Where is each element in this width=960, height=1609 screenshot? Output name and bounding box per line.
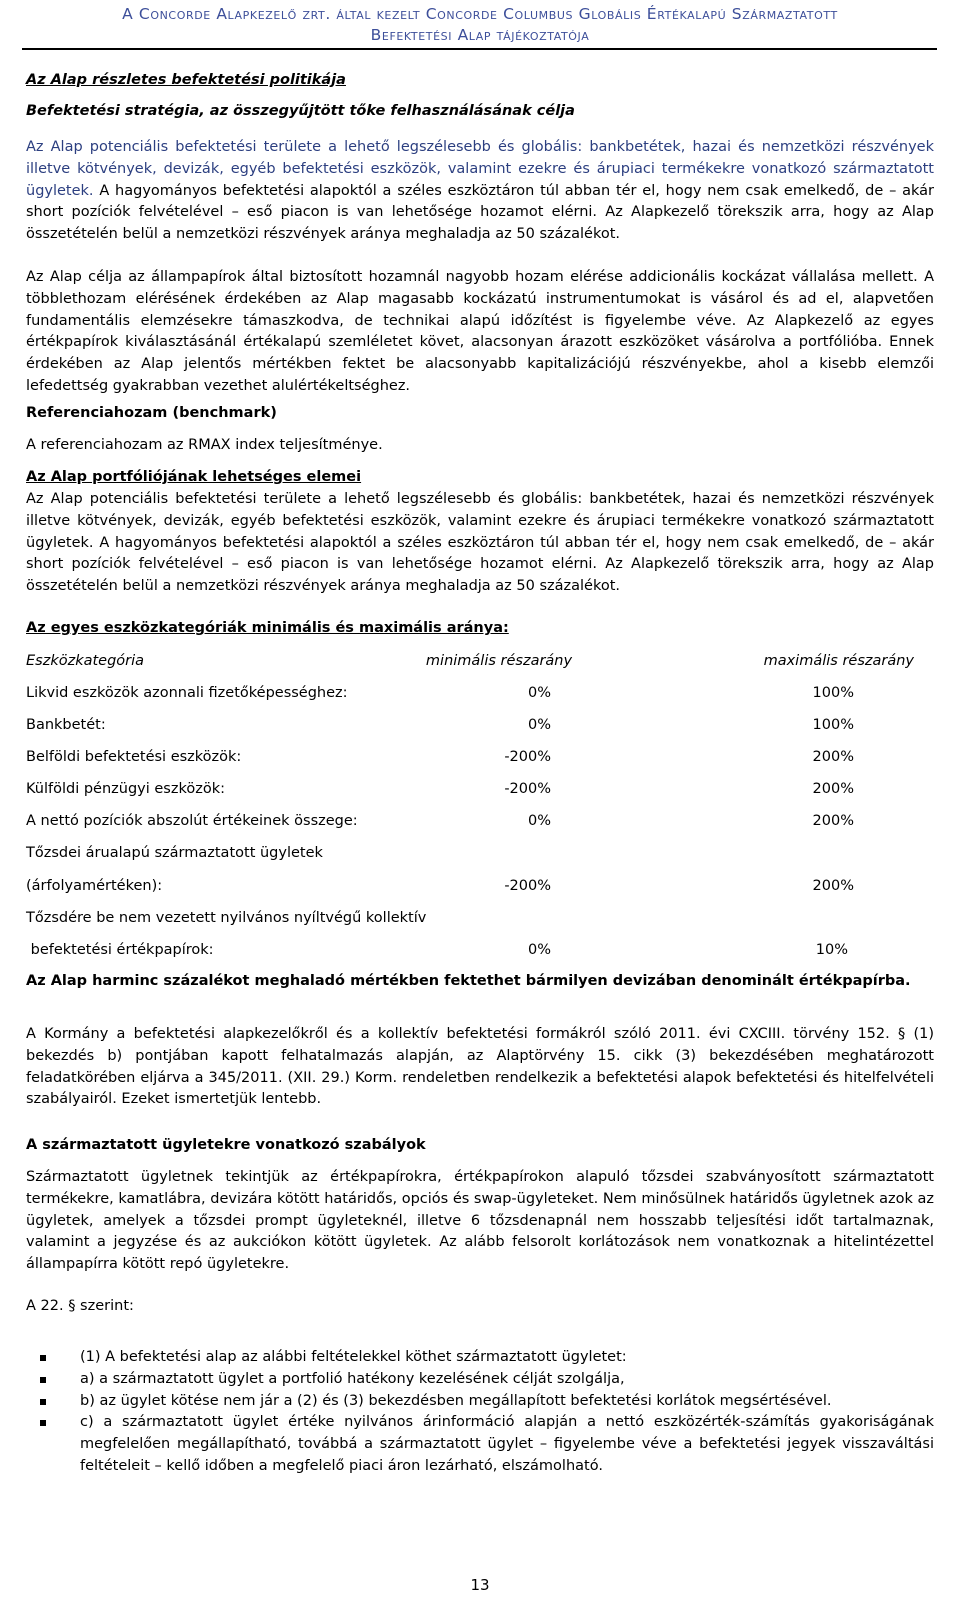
bullet-square-icon [40,1399,46,1405]
table-row-max: 10% [815,942,848,958]
table-row-label-continued: (árfolyamértéken): [26,878,163,894]
derivatives-text: Származtatott ügyletnek tekintjük az értékpapírokra, értékpapírokon alapuló tőzsdei szabványosított származtatott termékekre, kamatlábra, devizára kötött határidős, opciós és swap-ügyleteket. Nem minősülnek határidős ügyletnek azok az ügyletek, amelyek a tőzsdei prompt ügyleteknél, illetve 6 tőzsdenapnál nem hosszabb teljesítési időt tartalmaznak, valamint a jegyzése és az aukciókon kötött ügyletek. Az alább felsorolt korlátozások nem vonatkoznak a hitelintézettel állampapírra kötött repó ügyletekre. [26,1169,934,1273]
table-row-min: -200% [504,781,551,797]
government-decree-text: A Kormány a befektetési alapkezelőkről és a kollektív befektetési formákról szóló 2011. évi CXCIII. törvény 152. § (1) bekezdés b) pontjában kapott felhatalmazás alapján, az Alaptörvény 15. cikk (3) bekezdésében meghatározott feladatkörében eljárva a 345/2011. (XII. 29.) Korm. rendeletben rendelkezik a befektetési alapok befektetési és hitelfelvételi szabályairól. Ezeket ismertetjük lentebb. [26,1026,934,1108]
table-row-label: Bankbetét: [26,717,106,733]
table-row [26,939,934,961]
strategy-heading: Befektetési stratégia, az összegyűjtött tőke felhasználásának célja [26,103,575,119]
bullet-square-icon [40,1377,46,1383]
strategy-paragraph-1 [26,137,934,246]
table-row [26,746,934,768]
table-row [26,714,934,736]
portfolio-heading: Az Alap portfóliójának lehetséges elemei [26,469,362,485]
list-item-text: b) az ügylet kötése nem jár a (2) és (3) bekezdésben megállapított befektetési korlátok megsértésével. [80,1392,832,1409]
table-header-min: minimális részarány [425,653,573,669]
table-row-min: -200% [504,878,551,894]
table-row-label: Likvid eszközök azonnali fizetőképességhez: [26,685,348,701]
page-header [0,4,960,46]
table-row-label: Tőzsdére be nem vezetett nyilvános nyíltvégű kollektív [26,910,427,926]
table-row-label: Külföldi pénzügyi eszközök: [26,781,225,797]
list-item [26,1347,934,1369]
list-item-text: (1) A befektetési alap az alábbi feltételekkel köthet származtatott ügyletet: [80,1349,627,1365]
table-row-min: 0% [527,717,551,733]
header-line-2: Befektetési Alap tájékoztatója [370,26,590,44]
table-row [26,810,934,832]
table-row-min: -200% [504,749,551,765]
benchmark-heading: Referenciahozam (benchmark) [26,405,277,421]
table-header-category: Eszközkategória [26,653,145,669]
table-row-label: A nettó pozíciók abszolút értékeinek összege: [26,813,358,829]
table-row-label-line [26,842,934,864]
currency-note: Az Alap harminc százalékot meghaladó mértékben fektethet bármilyen devizában denominált értékpapírba. [26,973,911,989]
table-row [26,875,934,897]
section-reference: A 22. § szerint: [26,1298,134,1314]
bullet-square-icon [40,1420,46,1426]
table-row-min: 0% [527,813,551,829]
table-row-min: 0% [527,942,551,958]
table-row-min: 0% [527,685,551,701]
table-row-label-line [26,907,934,929]
table-row-label: Belföldi befektetési eszközök: [26,749,242,765]
strategy-paragraph-2: Az Alap célja az állampapírok által biztosított hozamnál nagyobb hozam elérése addicionális kockázat vállalása mellett. A többlethozam elérésének érdekében az Alap magasabb kockázatú instrumentumokat is vásárol és ad el, alapvetően fundamentális elemzésekre támaszkodva, de technikai alapú időzítést is figyelembe véve. Az Alapkezelő az egyes értékpapírok kiválasztásánál értékalapú szemléletet követ, alacsonyan árazott eszközöket vásárolva a portfólióba. Ennek érdekében az Alap jelentős mértékben fektet be alacsonyabb kapitalizációjú részvényekbe, ahol a kisebb elemzői lefedettség gyakrabban vezethet alulértékeltséghez. [26,269,934,394]
table-row [26,778,934,800]
list-item [26,1369,934,1391]
table-row-max: 200% [812,781,854,797]
table-row-max: 200% [812,749,854,765]
strategy-paragraph-1-rest: A hagyományos befektetési alapoktól a széles eszköztáron túl abban tér el, hogy nem csak emelkedő, de – akár short pozíciók felvételével – eső piacon is van lehetősége hozamot elérni. Az Alapkezelő törekszik arra, hogy az Alap összetételén belül a nemzetközi részvények aránya meghaladja az 50 százalékot. [26,182,934,243]
table-row [26,682,934,704]
list-item-text: c) a származtatott ügylet értéke nyilvános árinformáció alapján a nettó eszközérték-számítás gyakoriságának megfelelően megállapítható, továbbá a származtatott ügylet – figyelembe véve a befektetési jegyek visszaváltási feltételeit – kellő időben a megfelelő piaci áron lezárható, elszámolható. [80,1414,934,1474]
policy-heading: Az Alap részletes befektetési politikája [26,72,346,88]
table-row-max: 200% [812,878,854,894]
header-line-1: A Concorde Alapkezelő zrt. által kezelt Concorde Columbus Globális Értékalapú Származtatott [122,5,838,23]
table-header-max: maximális részarány [763,653,914,669]
header-rule [22,48,937,50]
strategy-paragraph-1-lead: Az Alap potenciális befektetési területe a lehető legszélesebb és globális: bankbetétek, hazai és nemzetközi részvények illetve kötvények, devizák, egyéb befektetési eszközök, valamint ezekre és árupiaci termékekre vonatkozó származtatott ügyletek. [26,139,934,199]
limits-heading: Az egyes eszközkategóriák minimális és maximális aránya: [26,620,509,636]
benchmark-text: A referenciahozam az RMAX index teljesítménye. [26,437,383,453]
list-item [26,1412,934,1477]
table-row-max: 100% [812,717,854,733]
derivatives-heading: A származtatott ügyletekre vonatkozó szabályok [26,1137,426,1153]
bullet-square-icon [40,1355,46,1361]
table-row-label-continued: befektetési értékpapírok: [26,942,214,958]
page-number: 13 [470,1576,490,1594]
table-row-max: 200% [812,813,854,829]
portfolio-text: Az Alap potenciális befektetési területe a lehető legszélesebb és globális: bankbetétek, hazai és nemzetközi részvények illetve kötvények, devizák, egyéb befektetési eszközök, valamint ezekre és árupiaci termékekre vonatkozó származtatott ügyletek. A hagyományos befektetési alapoktól a széles eszköztáron túl abban tér el, hogy nem csak emelkedő, de – akár short pozíciók felvételével – eső piacon is van lehetősége hozamot elérni. Az Alapkezelő törekszik arra, hogy az Alap összetételén belül a nemzetközi részvények aránya meghaladja az 50 százalékot. [26,491,934,595]
table-row-max: 100% [812,685,854,701]
table-header-row [26,650,934,672]
list-item-text: a) a származtatott ügylet a portfolió hatékony kezelésének célját szolgálja, [80,1370,625,1387]
list-item [26,1391,934,1413]
bullet-list [26,1347,934,1478]
table-row-label: Tőzsdei árualapú származtatott ügyletek [26,845,323,861]
